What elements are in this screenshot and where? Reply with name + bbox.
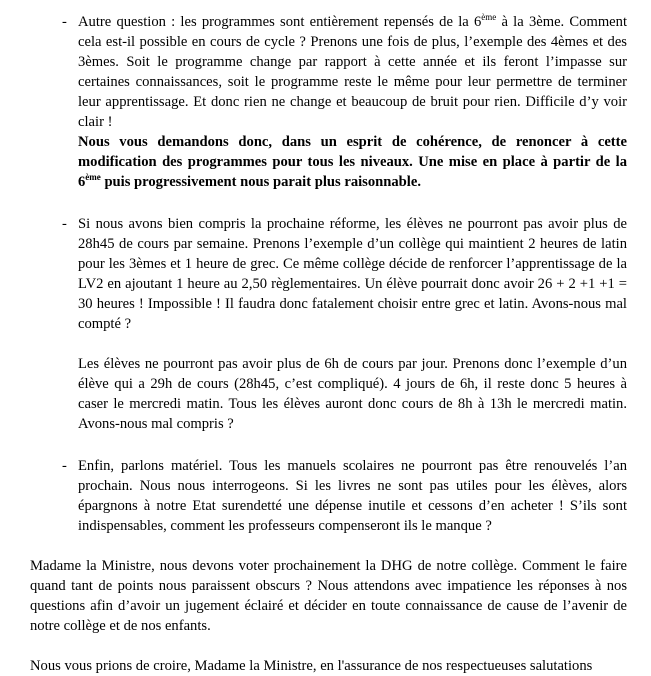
bullet-dash: - bbox=[62, 216, 67, 232]
paragraph-programmes-demand: Nous vous demandons donc, dans un esprit de cohérence, de renoncer à cette modification des programmes pour tous les niveaux. Une mise en place à partir de la 6ème puis progressivement nous parait plus raisonnable. bbox=[78, 134, 627, 190]
paragraph-programmes-question: Autre question : les programmes sont entièrement repensés de la 6ème à la 3ème. Comment cela est-il possible en cours de cycle ? Prenons une fois de plus, l’exemple des 4èmes et des 3èmes. Soit le programme change par rapport à cette année et ils feront l’impasse sur certaines connaissances, soit le programme reste le même pour leur permettre de terminer leur apprentissage. Et donc rien ne change et beaucoup de bruit pour rien. Difficile d’y voir clair ! bbox=[78, 12, 627, 130]
paragraph-materiel: Enfin, parlons matériel. Tous les manuels scolaires ne pourront pas être renouvelés l’an prochain. Nous nous interrogeons. Si les livres ne sont pas utiles pour les élèves, alors épargnons à notre Etat surendetté une dépense inutile et cessons d’en acheter ! S’ils sont indispensables, comment les professeurs compenseront ils le manque ? bbox=[78, 458, 627, 534]
document-page bbox=[30, 12, 627, 676]
bullet-programmes bbox=[30, 12, 627, 192]
paragraph-horaires-jour: Les élèves ne pourront pas avoir plus de 6h de cours par jour. Prenons donc l’exemple d’un élève qui a 29h de cours (28h45, c’est compliqué). 4 jours de 6h, il reste donc 5 heures à caser le mercredi matin. Tous les élèves auront donc cours de 8h à 13h le mercredi matin. Avons-nous mal compris ? bbox=[78, 356, 627, 432]
bullet-horaires bbox=[30, 214, 627, 434]
bullet-dash: - bbox=[62, 458, 67, 474]
superscript: ème bbox=[85, 172, 101, 182]
paragraph-closing-dhg: Madame la Ministre, nous devons voter prochainement la DHG de notre collège. Comment le faire quand tant de points nous paraissent obscurs ? Nous attendons avec impatience les réponses à nos questions afin d’avoir un jugement éclairé et décider en toute connaissance de cause de l’avenir de notre collège et de nos enfants. bbox=[30, 558, 627, 634]
bullet-dash: - bbox=[62, 14, 67, 30]
paragraph-horaires-semaine: Si nous avons bien compris la prochaine réforme, les élèves ne pourront pas avoir plus de 28h45 de cours par semaine. Prenons l’exemple d’un collège qui maintient 2 heures de latin pour les 3èmes et 1 heure de grec. Ce même collège décide de renforcer l’apprentissage de la LV2 en ajoutant 1 heure au 2,50 règlementaires. Un élève pourrait donc avoir 26 + 2 +1 +1 = 30 heures ! Impossible ! Il faudra donc fatalement choisir entre grec et latin. Avons-nous mal compté ? bbox=[78, 216, 627, 332]
bullet-materiel bbox=[30, 456, 627, 536]
superscript: ème bbox=[481, 12, 497, 22]
paragraph-closing-salutations: Nous vous prions de croire, Madame la Ministre, en l'assurance de nos respectueuses salutations bbox=[30, 658, 593, 674]
